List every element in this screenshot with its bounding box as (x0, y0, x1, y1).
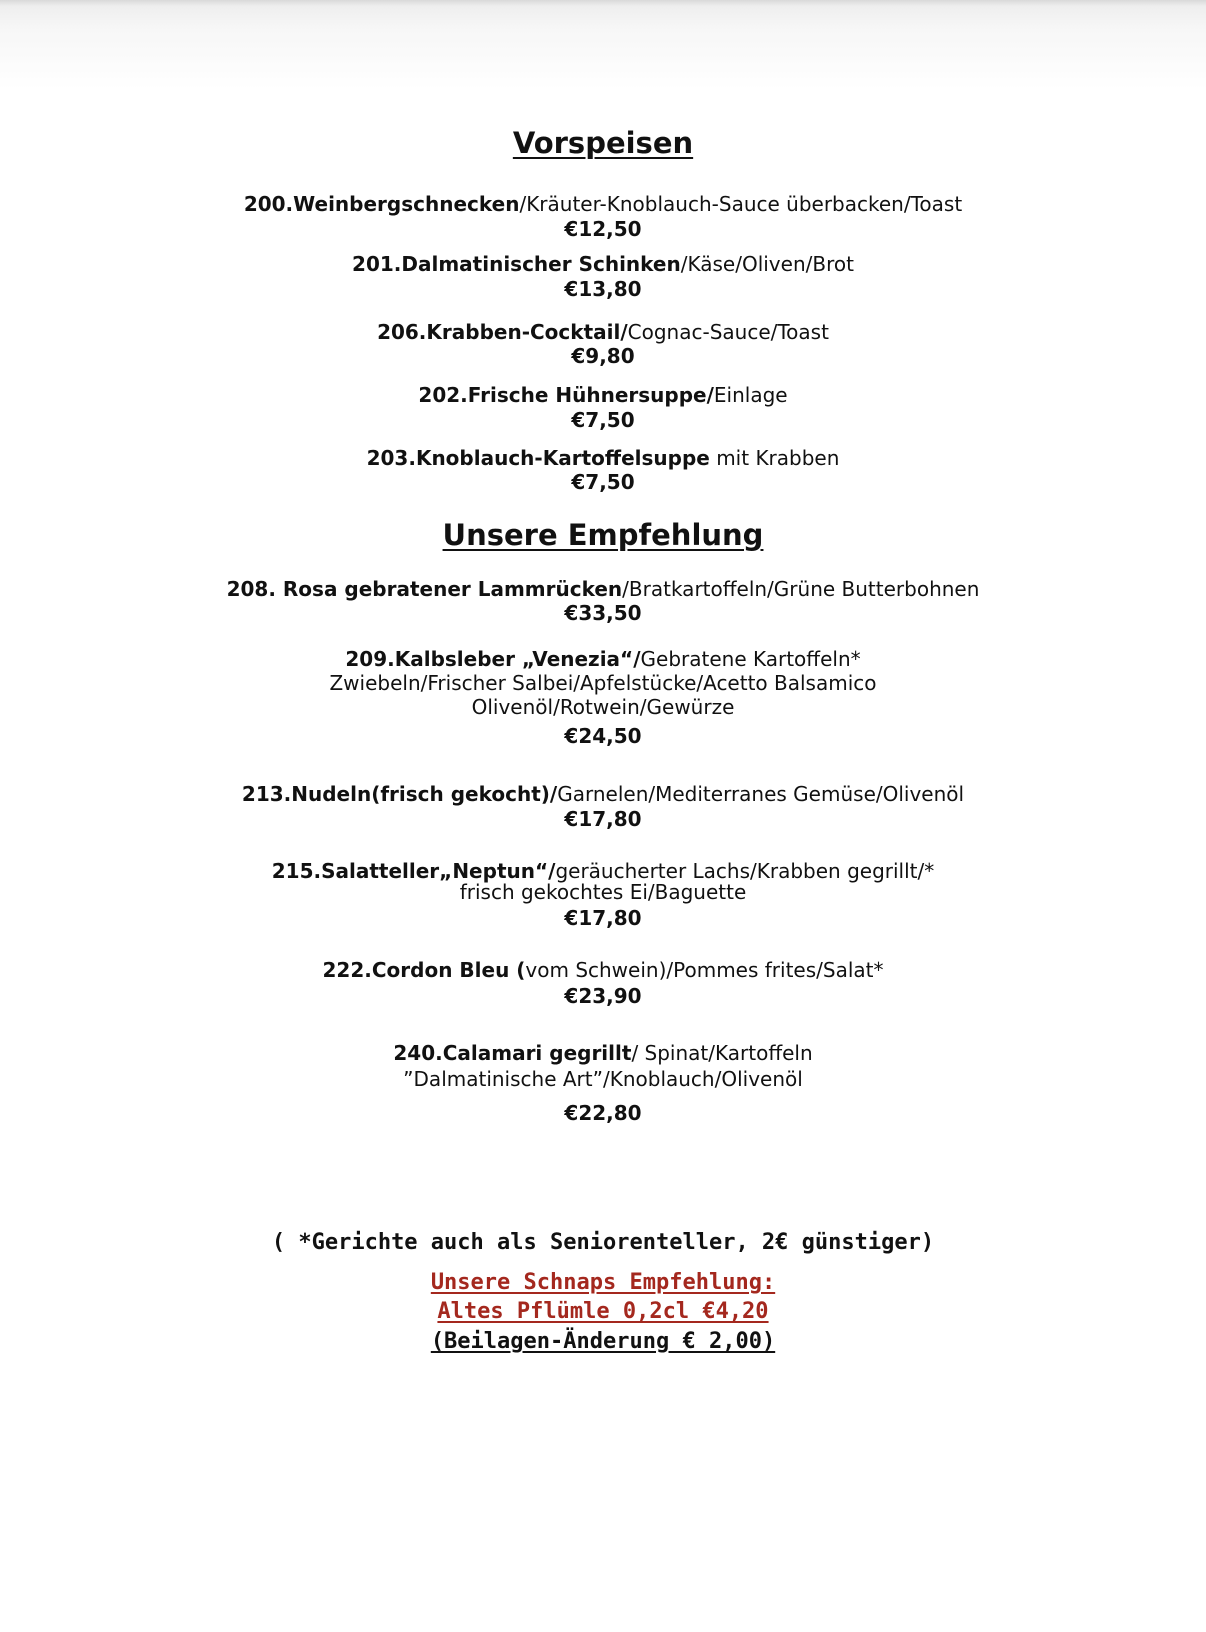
menu-item-201 (0, 252, 1206, 276)
item-desc: /Bratkartoffeln/Grüne Butterbohnen (622, 577, 980, 601)
item-price: €24,50 (564, 724, 642, 748)
item-desc-line-2: Zwiebeln/Frischer Salbei/Apfelstücke/Acetto Balsamico (329, 671, 877, 695)
item-name: 222.Cordon Bleu ( (322, 958, 526, 982)
item-name: 213.Nudeln(frisch gekocht)/ (241, 782, 558, 806)
menu-item-213 (0, 782, 1206, 806)
item-price: €17,80 (564, 807, 642, 831)
item-desc: Einlage (713, 383, 788, 407)
item-price: €33,50 (564, 601, 642, 625)
item-name: 202.Frische Hühnersuppe/ (418, 383, 714, 407)
item-name: 201.Dalmatinischer Schinken (352, 252, 681, 276)
item-desc: mit Krabben (709, 446, 840, 470)
top-shadow (0, 0, 1206, 90)
menu-item-209 (0, 647, 1206, 671)
item-desc: geräucherter Lachs/Krabben gegrillt/* (555, 859, 935, 883)
menu-item-240 (0, 1041, 1206, 1065)
menu-item-208 (0, 577, 1206, 601)
menu-item-206 (0, 320, 1206, 344)
item-desc: / Spinat/Kartoffeln (631, 1041, 813, 1065)
schnaps-title: Unsere Schnaps Empfehlung: (430, 1270, 776, 1295)
item-name: 209.Kalbsleber „Venezia“/ (345, 647, 641, 671)
side-change-note: (Beilagen-Änderung € 2,00) (430, 1329, 776, 1354)
item-price: €7,50 (571, 408, 635, 432)
item-desc: vom Schwein)/Pommes frites/Salat* (525, 958, 884, 982)
menu-item-222 (0, 958, 1206, 982)
menu-item-202 (0, 383, 1206, 407)
menu-item-203 (0, 446, 1206, 470)
menu-item-200 (0, 192, 1206, 216)
item-price: €7,50 (571, 470, 635, 494)
item-desc-line-2: frisch gekochtes Ei/Baguette (459, 880, 747, 904)
item-name: 206.Krabben-Cocktail/ (377, 320, 628, 344)
item-price: €17,80 (564, 906, 642, 930)
item-price: €23,90 (564, 984, 642, 1008)
item-number: 215 (271, 859, 314, 883)
item-desc: Garnelen/Mediterranes Gemüse/Olivenöl (557, 782, 965, 806)
item-price: €13,80 (564, 277, 642, 301)
item-desc-line-3: Olivenöl/Rotwein/Gewürze (471, 695, 735, 719)
section-title-vorspeisen: Vorspeisen (512, 126, 694, 160)
item-name: 208. Rosa gebratener Lammrücken (226, 577, 623, 601)
item-name: 200.Weinbergschnecken (243, 192, 520, 216)
item-name: .Salatteller„Neptun“/ (313, 859, 556, 883)
senior-note: ( *Gerichte auch als Seniorenteller, 2€ günstiger) (271, 1230, 935, 1255)
item-desc-line-2: ”Dalmatinische Art”/Knoblauch/Olivenöl (403, 1067, 803, 1091)
item-desc: /Käse/Oliven/Brot (680, 252, 854, 276)
item-desc: Cognac-Sauce/Toast (627, 320, 829, 344)
item-price: €12,50 (564, 217, 642, 241)
section-title-empfehlung: Unsere Empfehlung (442, 518, 764, 552)
item-name: 240.Calamari gegrillt (393, 1041, 632, 1065)
item-price: €9,80 (571, 344, 635, 368)
item-desc: Gebratene Kartoffeln* (640, 647, 861, 671)
item-price: €22,80 (564, 1101, 642, 1125)
item-name: 203.Knoblauch-Kartoffelsuppe (366, 446, 710, 470)
item-desc: /Kräuter-Knoblauch-Sauce überbacken/Toast (519, 192, 963, 216)
schnaps-item: Altes Pflümle 0,2cl €4,20 (437, 1299, 769, 1324)
